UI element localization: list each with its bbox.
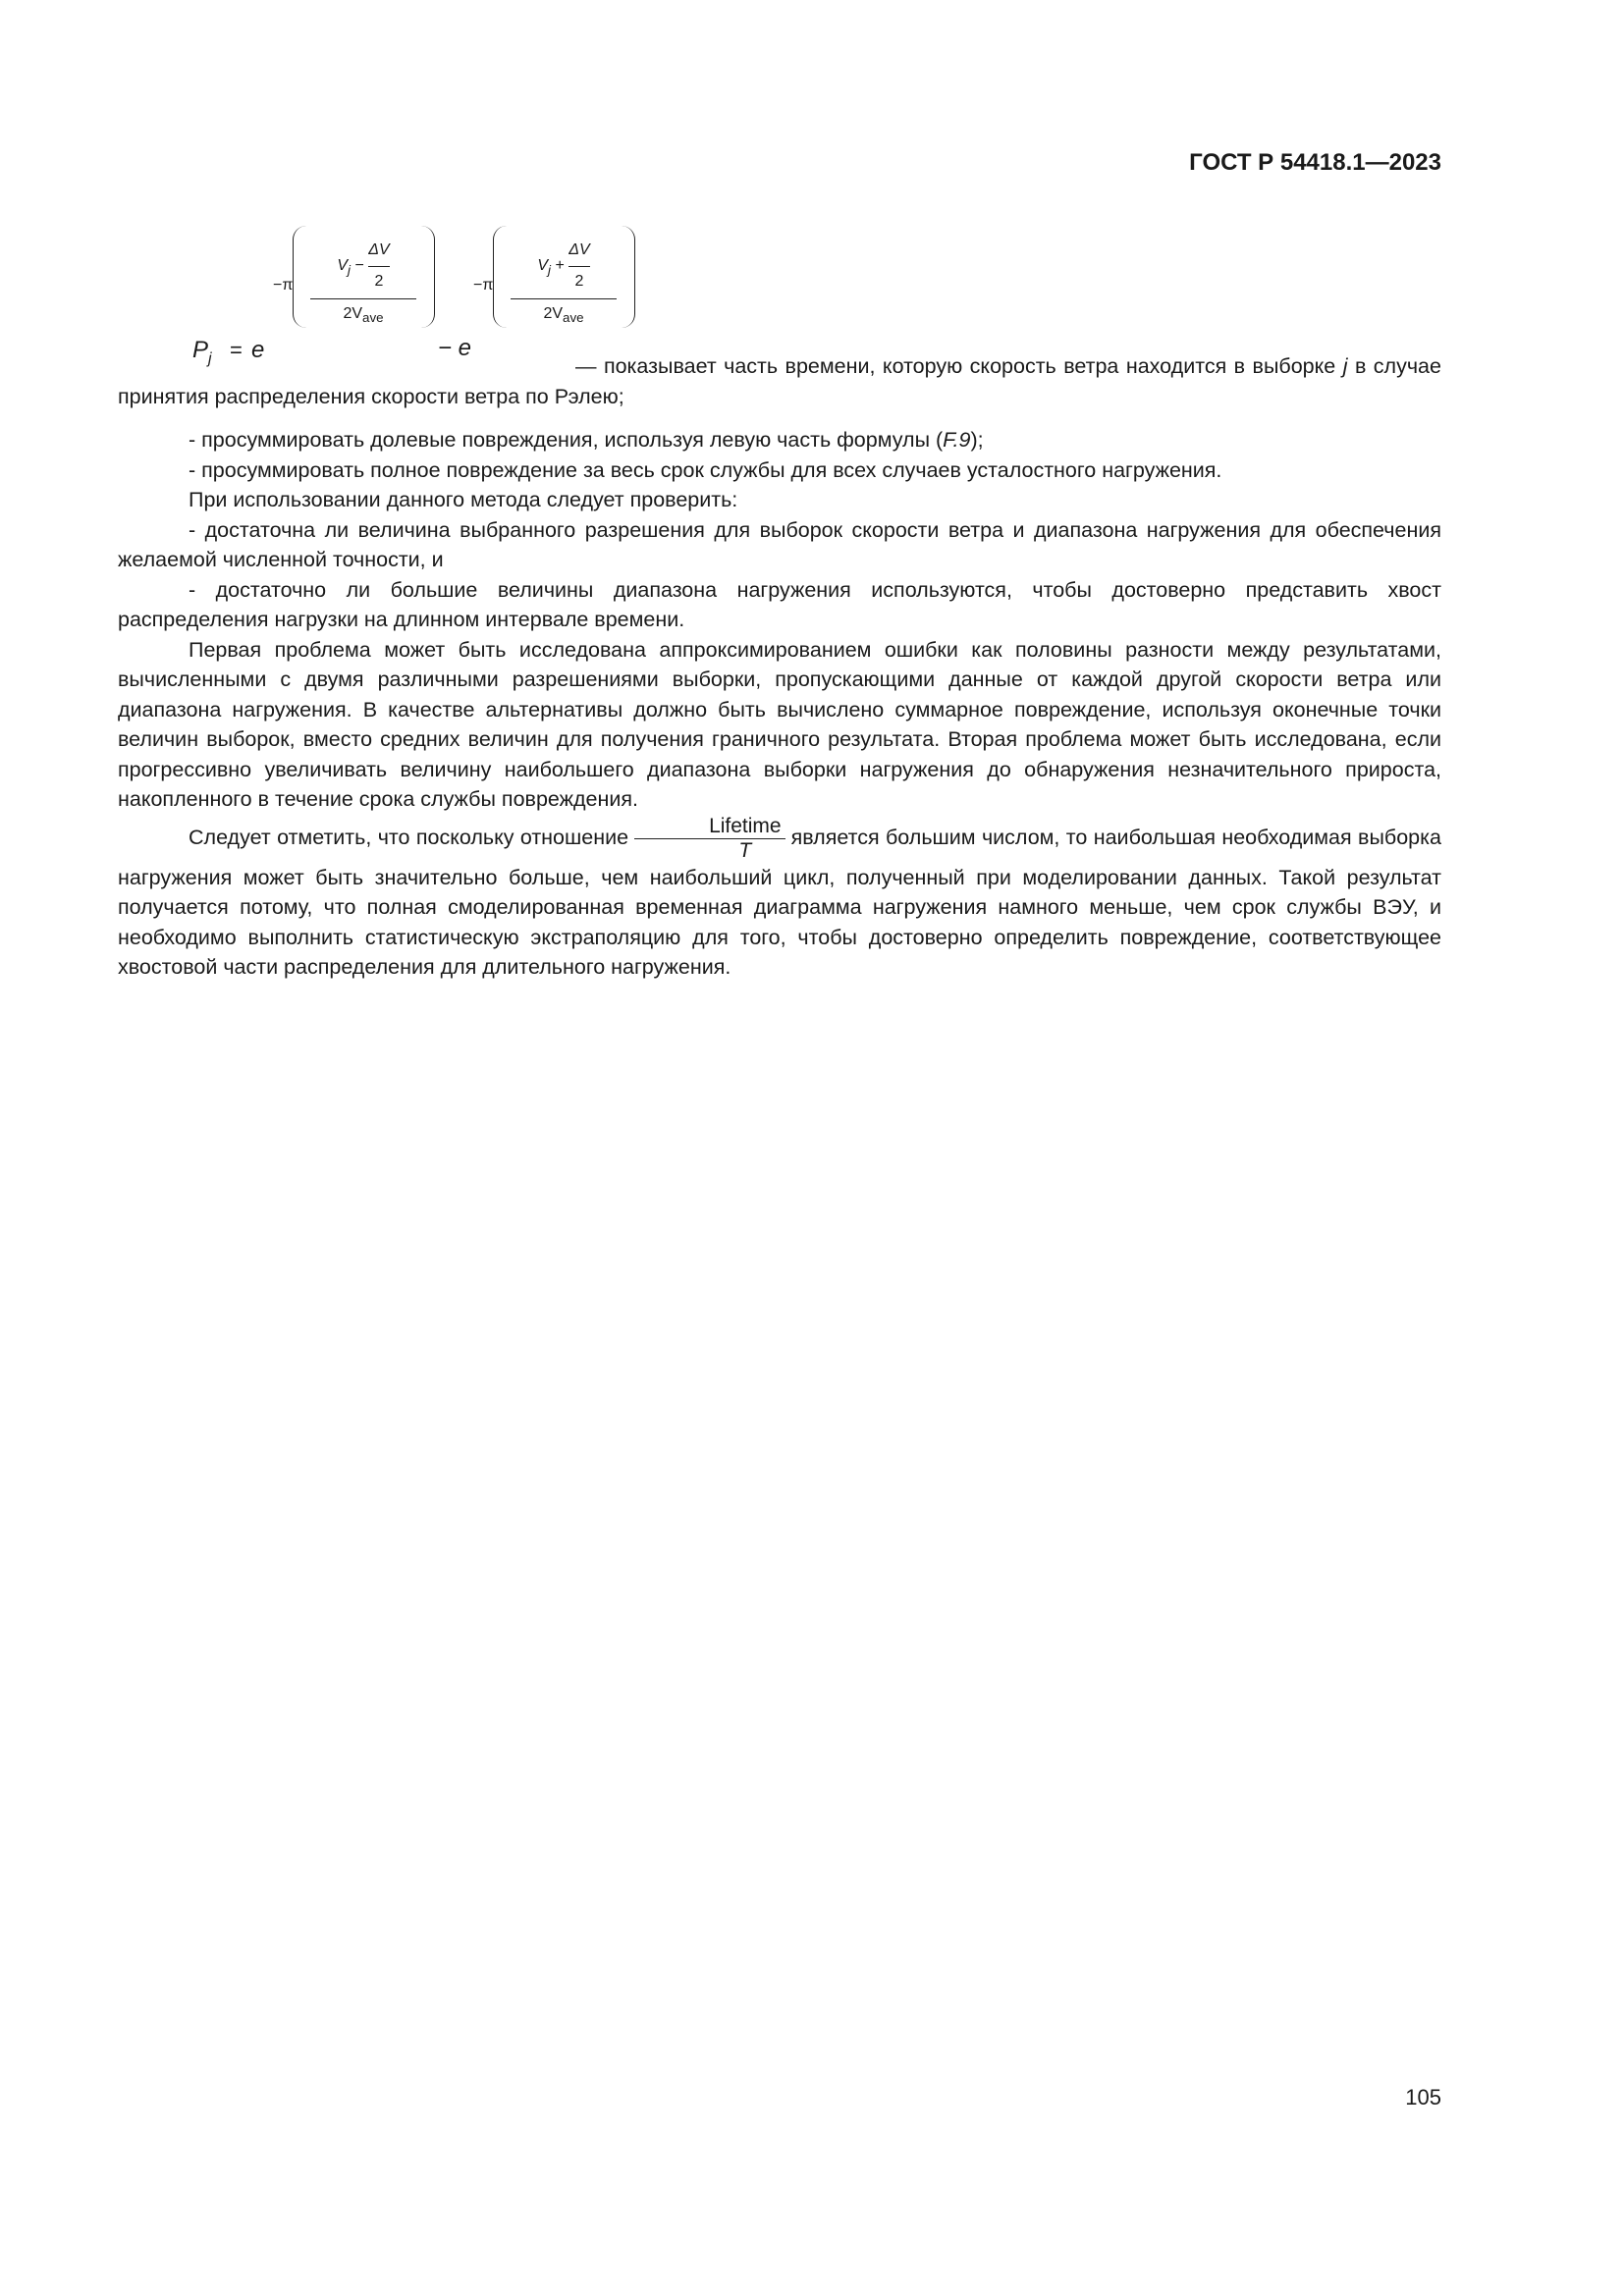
lifetime-fraction: Lifetime T xyxy=(634,815,785,863)
list-item-check-resolution: - достаточна ли величина выбранного разрешения для выборок скорости ветра и диапазона нагружения для обеспечения желаемой численной точности, и xyxy=(118,517,1441,571)
left-paren xyxy=(293,226,309,328)
paragraph-first-problem: Первая проблема может быть исследована аппроксимированием ошибки как половины разности между результатами, вычисленными с двумя различными разрешениями выборки, пропускающими данные от каждой другой скорости ветра или диапазона нагружения. В качестве альтернативы должно быть вычислено суммарное повреждение, используя оконечные точки величин выборок, вместо средних величин для получения граничного результата. Вторая проблема может быть исследована, если прогрессивно увеличивать величину наибольшего диапазона выборки нагружения до обнаружения незначительного прироста, накопленного в течение срока службы повреждения. xyxy=(118,637,1441,811)
rayleigh-probability-formula xyxy=(187,226,1441,367)
left-paren-2 xyxy=(493,226,510,328)
formula-equals: = xyxy=(230,338,243,362)
list-item-check-range: - достаточно ли большие величины диапазона нагружения используются, чтобы достоверно представить хвост распределения нагрузки на длинном интервале времени. xyxy=(118,577,1441,631)
document-body xyxy=(118,226,1441,983)
formula-minus-pi: −π xyxy=(273,277,294,294)
list-item-sum-partial: - просуммировать долевые повреждения, используя левую часть формулы (F.9); xyxy=(189,428,984,452)
formula-minus-e: − e xyxy=(438,335,472,361)
formula-e: e xyxy=(251,337,265,363)
exponent-fraction-1: $V_j$ − $\frac{\Delta V}{2}$ $2V_{ave}$ xyxy=(310,236,416,334)
exponent-fraction-2: $V_j$ + $\frac{\Delta V}{2}$ $2V_{ave}$ xyxy=(511,236,617,334)
paragraph-formula-explanation: — показывает часть времени, которую скорость ветра находится в выборке j в случае принятия распределения скорости ветра по Рэлею; xyxy=(118,354,1441,408)
paragraph-check-intro: При использовании данного метода следует проверить: xyxy=(189,488,738,511)
list-item-sum-total: - просуммировать полное повреждение за весь срок службы для всех случаев усталостного нагружения. xyxy=(189,457,1222,482)
paragraph-note: Следует отметить, что поскольку отношение Lifetime T является большим числом, то наибольшая необходимая выборка нагружения может быть значительно больше, чем наибольший цикл, полученный при моделировании данных. Такой результат получается потому, что полная смоделированная временная диаграмма нагружения намного меньше, чем срок службы ВЭУ, и необходимо выполнить статистическую экстраполяцию для того, чтобы достоверно определить повреждение, соответствующее хвостовой части распределения для длительного нагружения. xyxy=(118,814,1441,979)
formula-minus-pi-2: −π xyxy=(473,277,494,294)
formula-lhs: $P_j$ xyxy=(192,337,212,367)
right-paren xyxy=(418,226,435,328)
document-header: ГОСТ Р 54418.1—2023 xyxy=(1189,149,1441,176)
right-paren-2 xyxy=(619,226,635,328)
page-number: 105 xyxy=(1405,2085,1441,2109)
